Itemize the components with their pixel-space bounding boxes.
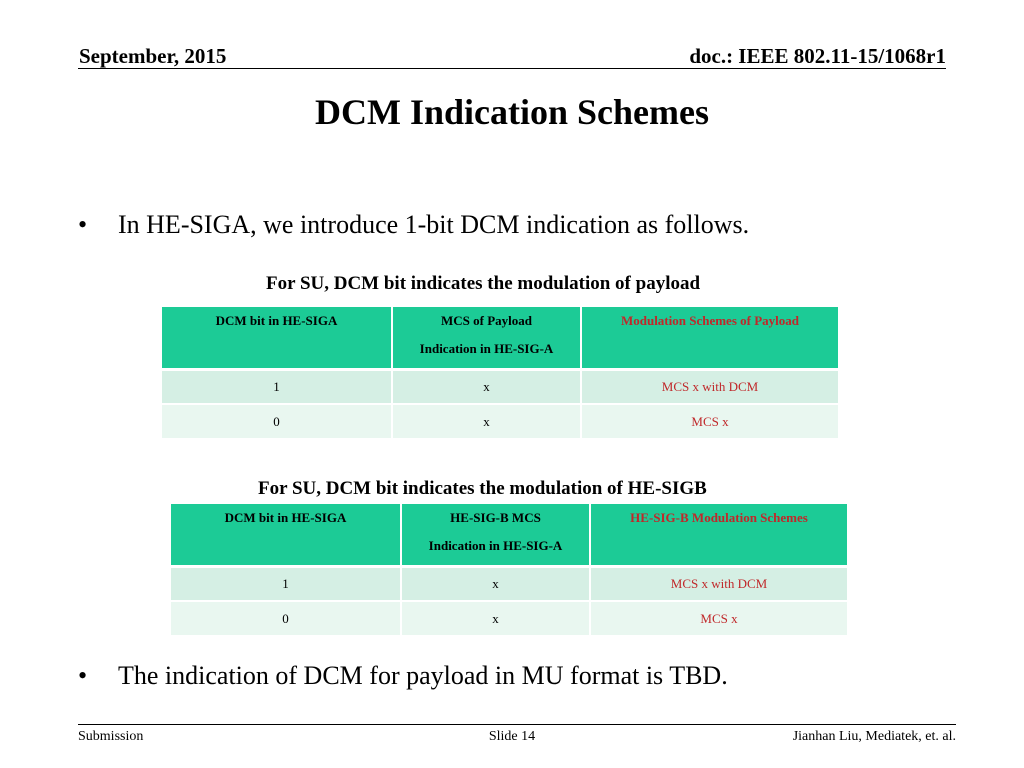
cell-dcm-bit: 0 <box>162 404 392 438</box>
cell-scheme: MCS x with DCM <box>581 369 839 404</box>
footer-author: Jianhan Liu, Mediatek, et. al. <box>792 729 956 744</box>
table-header-row <box>162 307 839 369</box>
bullet-marker: • <box>78 661 88 690</box>
bullet-item <box>78 210 749 240</box>
cell-dcm-bit: 1 <box>162 369 392 404</box>
bullet-item <box>78 661 728 691</box>
header-modulation-scheme: Modulation Schemes of Payload <box>581 307 839 369</box>
header-mcs-line2: Indication in HE-SIG-A <box>419 341 554 356</box>
cell-scheme: MCS x <box>590 601 848 635</box>
bullet-text: In HE-SIGA, we introduce 1-bit DCM indication as follows. <box>118 210 750 239</box>
slide-title: DCM Indication Schemes <box>315 92 709 132</box>
cell-scheme: MCS x with DCM <box>590 566 848 601</box>
cell-mcs: x <box>401 566 590 601</box>
table-header-row <box>171 504 848 566</box>
cell-scheme: MCS x <box>581 404 839 438</box>
header-mcs-indication <box>392 307 581 369</box>
header-divider <box>78 68 946 69</box>
cell-mcs: x <box>392 369 581 404</box>
bullet-marker: • <box>78 210 88 239</box>
table-row <box>162 404 839 438</box>
header-dcm-bit: DCM bit in HE-SIGA <box>171 504 401 566</box>
cell-dcm-bit: 0 <box>171 601 401 635</box>
header-mcs-line2: Indication in HE-SIG-A <box>428 538 563 553</box>
footer-divider <box>78 724 956 725</box>
footer-submission: Submission <box>78 729 144 744</box>
dcm-sigb-table <box>171 504 849 635</box>
table-caption-sigb: For SU, DCM bit indicates the modulation of HE-SIGB <box>258 478 707 499</box>
header-modulation-scheme: HE-SIG-B Modulation Schemes <box>590 504 848 566</box>
cell-mcs: x <box>401 601 590 635</box>
table-row <box>162 369 839 404</box>
table-caption-payload: For SU, DCM bit indicates the modulation of payload <box>266 273 701 294</box>
table-row <box>171 601 848 635</box>
table-row <box>171 566 848 601</box>
dcm-payload-table <box>162 307 840 438</box>
bullet-text: The indication of DCM for payload in MU format is TBD. <box>118 661 728 690</box>
header-mcs-indication <box>401 504 590 566</box>
header-dcm-bit: DCM bit in HE-SIGA <box>162 307 392 369</box>
header-doc-id: doc.: IEEE 802.11-15/1068r1 <box>689 44 946 68</box>
header-date: September, 2015 <box>79 44 227 68</box>
header-mcs-line1: HE-SIG-B MCS <box>450 510 541 525</box>
header-mcs-line1: MCS of Payload <box>441 313 532 328</box>
cell-mcs: x <box>392 404 581 438</box>
footer-slide-number: Slide 14 <box>488 729 536 744</box>
cell-dcm-bit: 1 <box>171 566 401 601</box>
